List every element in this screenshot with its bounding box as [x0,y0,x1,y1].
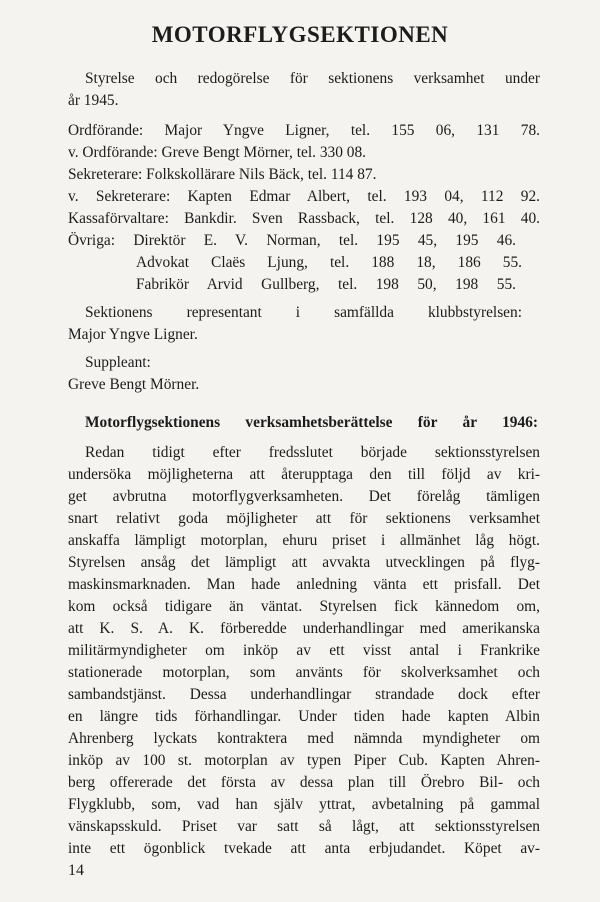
representative-label: Sektionens representant i samfällda klubbstyrelsen: [85,304,522,321]
report-line: get avbrutna motorflygverksamheten. Det förelåg tämligen [68,488,540,505]
report-line: Styrelsen ansåg det lämpligt att avvakta utvecklingen på flyg- [68,554,540,571]
report-line: Redan tidigt efter fredsslutet började sektionsstyrelsen [85,444,540,461]
page-title: MOTORFLYGSEKTIONEN [151,22,449,47]
board-ordforande: Ordförande: Major Yngve Ligner, tel. 155 06, 131 78. [68,122,540,139]
board-v-sekreterare: v. Sekreterare: Kapten Edmar Albert, tel. 193 04, 112 92. [68,188,540,205]
report-line: vänskapsskuld. Priset var satt så lågt, att sektionsstyrelsen [68,818,540,835]
report-line: Flygklubb, som, vad han själv yttrat, avbetalning på gammal [68,796,540,813]
report-line: berg offererade det första av dessa plan till Örebro Bil- och [68,774,540,791]
board-v-ordforande: v. Ordförande: Greve Bengt Mörner, tel. 330 08. [68,144,366,161]
deputy-name: Greve Bengt Mörner. [68,376,200,393]
report-line: Ahrenberg lyckats kontraktera med nämnda myndigheter om [68,730,540,747]
representative-name: Major Yngve Ligner. [68,326,198,343]
report-line: snart relativt goda möjligheter att för sektionens verksamhet [68,510,540,527]
report-line: militärmyndigheter om inköp av ett visst antal i Frankrike [68,642,540,659]
report-line: anskaffa lämpligt motorplan, ehuru priset i allmänhet låg högt. [68,532,540,549]
board-sekreterare: Sekreterare: Folkskollärare Nils Bäck, tel. 114 87. [68,166,377,183]
intro-line-1: Styrelse och redogörelse för sektionens verksamhet under [85,70,540,87]
board-ovriga: Övriga: Direktör E. V. Norman, tel. 195 45, 195 46. [68,232,516,249]
report-line: en längre tids förhandlingar. Under tiden hade kapten Albin [68,708,540,725]
page-number: 14 [68,862,84,879]
report-line: undersöka möjligheterna att återupptaga den till följd av kri- [68,466,540,483]
report-line: inte ett ögonblick tvekade att anta erbjudandet. Köpet av- [68,840,540,857]
intro-line-2: år 1945. [68,92,119,109]
board-member-ljung: Advokat Claës Ljung, tel. 188 18, 186 55. [136,254,522,271]
report-heading: Motorflygsektionens verksamhetsberättelse för år 1946: [85,414,538,431]
report-line: sambandstjänst. Dessa underhandlingar strandade dock efter [68,686,540,703]
report-line: maskinsmarknaden. Man hade anledning vänta ett prisfall. Det [68,576,540,593]
report-line: kom också tidigare än väntat. Styrelsen fick kännedom om, [68,598,540,615]
deputy-label: Suppleant: [85,354,151,371]
report-line: stationerade motorplan, som använts för skolverksamhet och [68,664,540,681]
report-line: inköp av 100 st. motorplan av typen Piper Cub. Kapten Ahren- [68,752,540,769]
board-member-gullberg: Fabrikör Arvid Gullberg, tel. 198 50, 198 55. [136,276,516,293]
board-kassaforvaltare: Kassaförvaltare: Bankdir. Sven Rassback, tel. 128 40, 161 40. [68,210,540,227]
report-line: att K. S. A. K. förberedde underhandlingar med amerikanska [68,620,540,637]
